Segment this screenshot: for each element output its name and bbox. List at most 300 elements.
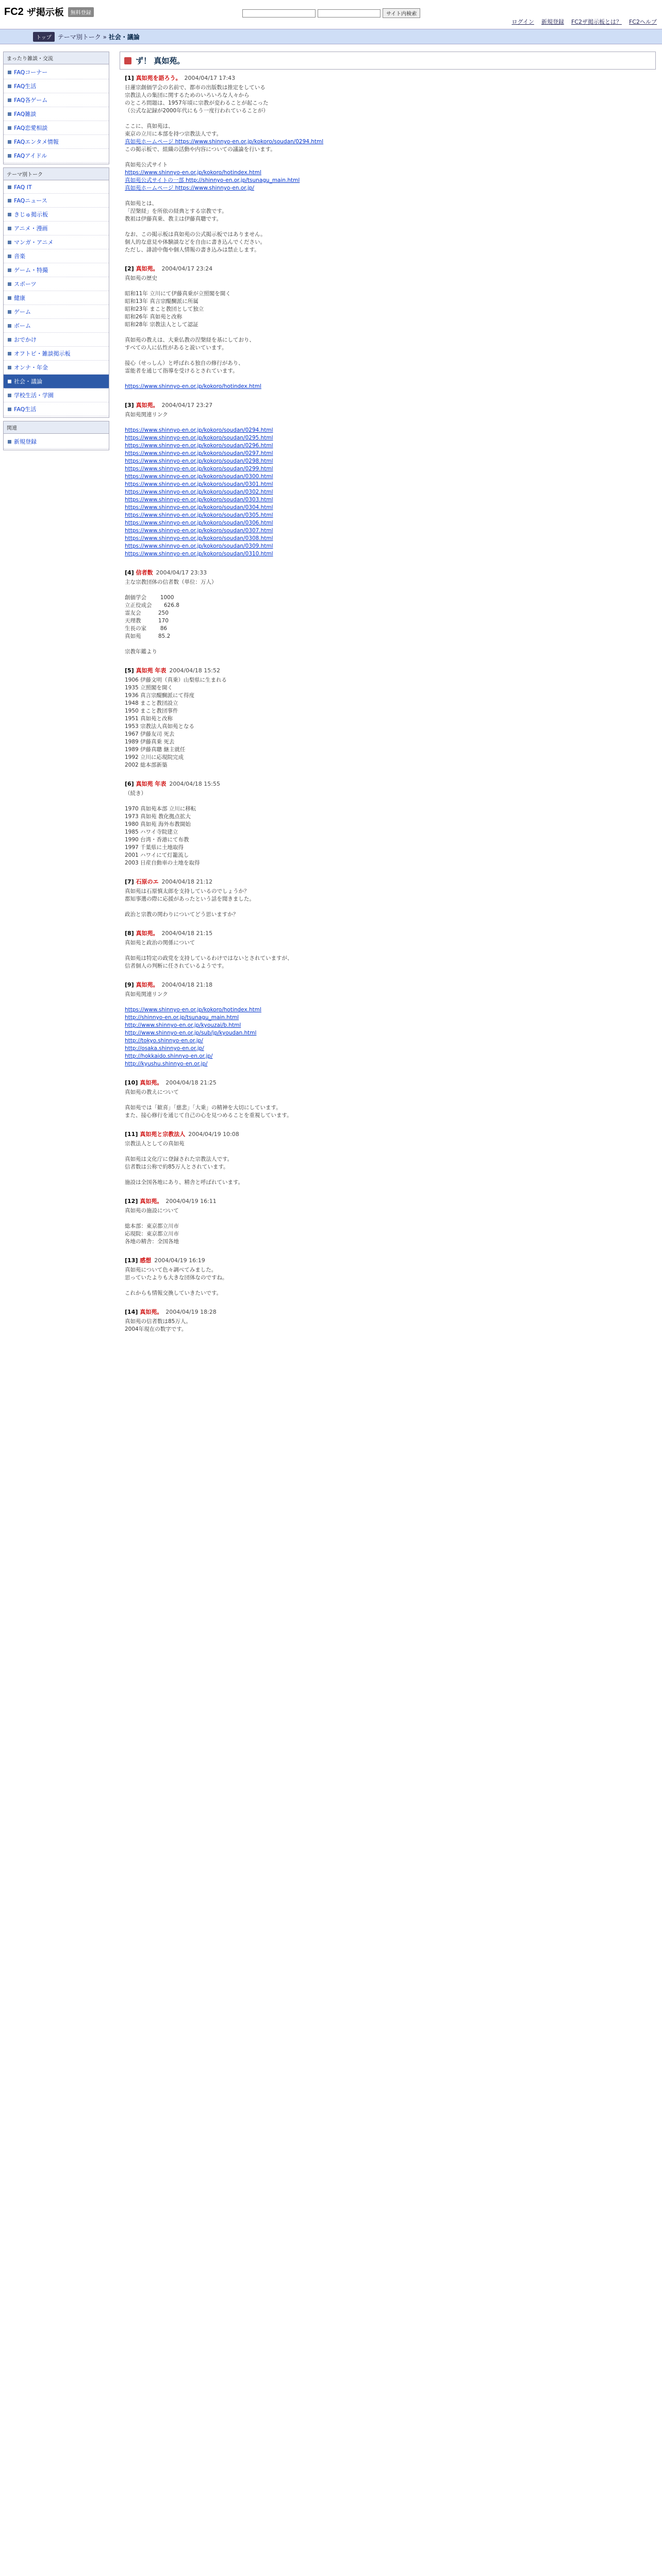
post-line: この掲示板で、組織の活動や内容についての議論を行います。 <box>125 146 276 152</box>
post-number: [4] <box>125 569 136 576</box>
sidebar-item-label[interactable]: おでかけ <box>14 336 37 343</box>
post-header <box>125 980 654 989</box>
bullet-icon <box>8 352 11 355</box>
post-line: 宗教年鑑より <box>125 649 157 655</box>
post-line: 真如苑の歴史 <box>125 275 157 281</box>
post-line: 1948 まこと教団設立 <box>125 700 178 706</box>
post-number: [1] <box>125 75 136 81</box>
post-line: 真如苑と政治の関係について <box>125 940 195 946</box>
post-line: 各地の精舎：全国各地 <box>125 1239 179 1245</box>
breadcrumb-prefix[interactable]: テーマ別トーク » <box>57 33 107 41</box>
post-body <box>125 1140 654 1187</box>
post <box>120 976 656 1074</box>
sidebar-item-label[interactable]: FAQ雑談 <box>14 111 37 117</box>
post-line: 1990 台湾・香港にて布教 <box>125 837 189 843</box>
post-link[interactable]: https://www.shinnyo-en.or.jp/kokoro/hotindex.html <box>125 1007 261 1013</box>
post-line: 真如苑について色々調べてみました。 <box>125 1267 217 1273</box>
sidebar-box-casual <box>3 52 109 164</box>
post-date: 2004/04/19 10:08 <box>188 1131 239 1138</box>
post-line: 1992 立川に応現院完成 <box>125 754 184 760</box>
post-line: 1989 伊藤真聰 継主就任 <box>125 747 186 753</box>
sidebar-item[interactable] <box>4 135 109 149</box>
post-line <box>125 903 654 911</box>
post-date: 2004/04/19 18:28 <box>166 1309 217 1315</box>
sidebar-box-head: まったり雑談・交流 <box>4 52 109 64</box>
home-button[interactable]: トップ <box>33 32 55 42</box>
post-line: 日蓮宗創価学会の名前で、都市の出版数は推定をしている <box>125 84 266 91</box>
post-line <box>125 329 654 336</box>
sidebar-item[interactable] <box>4 435 109 449</box>
sidebar-item[interactable] <box>4 249 109 263</box>
post-line: のところ問題は、1957年頃に宗教が変わることが起こった <box>125 100 269 106</box>
sidebar-item-label[interactable]: FAQ生活 <box>14 83 37 90</box>
bullet-icon <box>8 282 11 286</box>
post-line: 真如苑は石原慎太郎を支持しているのでしょうか？ <box>125 888 250 894</box>
sidebar-item-label[interactable]: きじゅ掲示板 <box>14 211 48 218</box>
post-line: 1953 宗教法人真如苑となる <box>125 723 195 730</box>
bullet-icon <box>8 199 11 202</box>
post-number: [14] <box>125 1309 140 1315</box>
post-title: 真如苑。 <box>136 402 159 409</box>
post-line: 真如苑の信者数は85万人。 <box>125 1318 191 1325</box>
post-number: [12] <box>125 1198 140 1205</box>
post <box>120 1252 656 1303</box>
post-number: [9] <box>125 981 136 988</box>
post <box>120 775 656 873</box>
sidebar-item[interactable] <box>4 121 109 135</box>
sidebar-list <box>4 64 109 164</box>
post-link[interactable]: https://www.shinnyo-en.or.jp/kokoro/soudan/0300.html <box>125 473 273 480</box>
post-line: 総本部：東京都立川市 <box>125 1223 179 1229</box>
post-link[interactable]: 真如苑公式サイトの一部 http://shinnyo-en.or.jp/tsunagu_main.html <box>125 177 300 183</box>
post <box>120 1074 656 1126</box>
nav-login[interactable]: ログイン <box>511 19 534 25</box>
post-number: [6] <box>125 781 136 787</box>
post-header <box>125 1256 654 1264</box>
post-link[interactable]: https://www.shinnyo-en.or.jp/kokoro/hotindex.html <box>125 383 261 389</box>
post-link[interactable]: https://www.shinnyo-en.or.jp/kokoro/soudan/0306.html <box>125 520 273 526</box>
sidebar-item[interactable] <box>4 235 109 249</box>
nav-register[interactable]: 新規登録 <box>541 19 564 25</box>
post-link[interactable]: http://www.shinnyo-en.or.jp/kyouzai/b.html <box>125 1022 241 1028</box>
sidebar <box>3 52 109 453</box>
post-header <box>125 401 654 409</box>
post-line: 思っていたよりも大きな団体なのですね。 <box>125 1275 228 1281</box>
post-line: 信者個人の判断に任されているようです。 <box>125 963 227 969</box>
post-line: ただし、誹謗中傷や個人情報の書き込みは禁止します。 <box>125 247 260 253</box>
logo-fc2: FC2 <box>4 6 24 18</box>
post-line: 主な宗教団体の信者数（単位：万人） <box>125 579 217 585</box>
post-header <box>125 1078 654 1087</box>
post <box>120 662 656 775</box>
post-line: 宗教法人としての真如苑 <box>125 1141 185 1147</box>
sidebar-list <box>4 434 109 450</box>
bullet-icon <box>8 310 11 314</box>
sidebar-item-label[interactable]: FAQコーナー <box>14 69 48 76</box>
post-title: 真如苑 年表 <box>136 667 167 674</box>
post-header <box>125 1308 654 1316</box>
sidebar-item-label[interactable]: オンナ・年金 <box>14 364 48 371</box>
post-line <box>125 282 654 290</box>
post-line: 真如苑の施設について <box>125 1208 179 1214</box>
sidebar-item[interactable] <box>4 263 109 277</box>
post-header <box>125 877 654 886</box>
bullet-icon <box>8 84 11 88</box>
post-line <box>125 115 654 123</box>
post-line <box>125 419 654 427</box>
post-link[interactable]: https://www.shinnyo-en.or.jp/kokoro/hotindex.html <box>125 170 261 176</box>
sidebar-item[interactable] <box>4 388 109 402</box>
post <box>120 1303 656 1340</box>
post-line <box>125 1096 654 1104</box>
bullet-icon <box>8 154 11 158</box>
post-title: 真如苑。 <box>136 930 159 937</box>
bullet-icon <box>8 185 11 189</box>
sidebar-item-label[interactable]: 新規登録 <box>14 438 37 445</box>
post-line: 真如苑では「歓喜」「慈悲」「大乗」の精神を大切にしています。 <box>125 1105 282 1111</box>
post-line: 応現院：東京都立川市 <box>125 1231 179 1237</box>
bullet-icon <box>8 255 11 258</box>
post-line: 1980 真如苑 海外布教開始 <box>125 821 191 827</box>
board-title-bar <box>120 52 656 70</box>
post-link[interactable]: https://www.shinnyo-en.or.jp/kokoro/soudan/0299.html <box>125 466 273 472</box>
post-link[interactable]: https://www.shinnyo-en.or.jp/kokoro/soudan/0298.html <box>125 458 273 464</box>
sidebar-item-label[interactable]: スポーツ <box>14 281 37 287</box>
board-title: ず！ 真如苑。 <box>136 56 185 65</box>
post-link[interactable]: https://www.shinnyo-en.or.jp/kokoro/soudan/0308.html <box>125 535 273 541</box>
bullet-icon <box>8 98 11 102</box>
post-line: 天理教 170 <box>125 618 169 624</box>
post-date: 2004/04/18 21:18 <box>161 981 213 988</box>
post-date: 2004/04/17 23:33 <box>156 569 207 576</box>
sidebar-item-label[interactable]: ゲーム <box>14 309 31 315</box>
sidebar-item-label[interactable]: 健康 <box>14 295 25 301</box>
breadcrumb <box>0 29 662 44</box>
sidebar-item-label[interactable]: 社会・議論 <box>14 378 42 385</box>
main-content <box>120 52 656 1340</box>
post-body <box>125 411 654 558</box>
post-line: 真如苑は特定の政党を支持しているわけではないとされていますが、 <box>125 955 293 961</box>
post-line <box>125 1282 654 1290</box>
sidebar-item-label[interactable]: 学校生活・学園 <box>14 392 54 399</box>
post-line: 東京の立川に本部を持つ宗教法人です。 <box>125 131 222 137</box>
post-link[interactable]: https://www.shinnyo-en.or.jp/kokoro/soudan/0303.html <box>125 497 273 503</box>
post <box>120 925 656 976</box>
bullet-icon <box>8 380 11 383</box>
post-line: 信者数は公称で約85万人とされています。 <box>125 1164 229 1170</box>
post-title: 真如苑。 <box>140 1079 163 1086</box>
post <box>120 1126 656 1193</box>
post-link[interactable]: https://www.shinnyo-en.or.jp/kokoro/soudan/0302.html <box>125 489 273 495</box>
post-line: 真如苑 85.2 <box>125 633 171 639</box>
sidebar-box-related <box>3 421 109 450</box>
register-badge[interactable]: 無料登録 <box>68 7 94 17</box>
bullet-icon <box>8 366 11 369</box>
post-line: 1967 伊藤友司 死去 <box>125 731 175 737</box>
sidebar-box-head: テーマ別トーク <box>4 168 109 180</box>
sidebar-item-label[interactable]: FAQ生活 <box>14 406 37 413</box>
post-line <box>125 1171 654 1179</box>
post-title: 真如苑。 <box>136 265 159 272</box>
post-link[interactable]: https://www.shinnyo-en.or.jp/kokoro/soudan/0307.html <box>125 528 273 534</box>
post-line: 1950 まこと教団事件 <box>125 708 178 714</box>
bullet-icon <box>8 140 11 144</box>
sidebar-item[interactable] <box>4 319 109 333</box>
post-line <box>125 375 654 383</box>
post-link[interactable]: http://kyushu.shinnyo-en.or.jp/ <box>125 1061 208 1067</box>
post-line <box>125 947 654 955</box>
site-header <box>0 0 662 29</box>
post-line: 昭和11年 立川にて伊藤真乗が立照閣を開く <box>125 291 231 297</box>
nav-help[interactable]: FC2ヘルプ <box>628 19 657 25</box>
post-line: 1935 立照閣を開く <box>125 685 173 691</box>
post-date: 2004/04/17 23:27 <box>161 402 213 409</box>
site-search <box>242 8 420 18</box>
post-body <box>125 1089 654 1120</box>
sidebar-item[interactable] <box>4 291 109 305</box>
bullet-icon <box>8 71 11 74</box>
post-title: 真如苑。 <box>140 1198 163 1205</box>
post-line: 真如苑の教えについて <box>125 1089 179 1095</box>
post-header <box>125 1197 654 1205</box>
sidebar-item-label[interactable]: FAQエンタメ情報 <box>14 139 59 145</box>
post-line: 1951 真如苑と改称 <box>125 716 173 722</box>
post-header <box>125 264 654 273</box>
sidebar-item[interactable] <box>4 107 109 121</box>
post-line: 昭和28年 宗教法人として認証 <box>125 321 198 328</box>
post <box>120 397 656 564</box>
post-number: [10] <box>125 1079 140 1086</box>
search-input-secondary[interactable] <box>318 9 380 18</box>
post-link[interactable]: https://www.shinnyo-en.or.jp/kokoro/soudan/0304.html <box>125 504 273 511</box>
sidebar-item[interactable] <box>4 79 109 93</box>
post-header <box>125 1130 654 1138</box>
post-line: 2001 ハワイにて灯籠流し <box>125 852 189 858</box>
post-line: （続き） <box>125 790 146 796</box>
post-link[interactable]: http://hokkaido.shinnyo-en.or.jp/ <box>125 1053 213 1059</box>
post-body <box>125 888 654 919</box>
bullet-icon <box>8 408 11 411</box>
post-line <box>125 1215 654 1223</box>
sidebar-item-label[interactable]: FAQアイドル <box>14 152 47 159</box>
post-line: 政治と宗教の関わりについてどう思いますか？ <box>125 911 239 918</box>
post-body <box>125 991 654 1068</box>
post-line: 創価学会 1000 <box>125 595 174 601</box>
breadcrumb-current: 社会・議論 <box>108 33 140 41</box>
sidebar-box-themes <box>3 167 109 418</box>
post-title: 真如苑と宗教法人 <box>140 1131 186 1138</box>
post-link[interactable]: https://www.shinnyo-en.or.jp/kokoro/soudan/0295.html <box>125 435 273 441</box>
post-line: 昭和23年 まこと教団として独立 <box>125 306 204 312</box>
search-input[interactable] <box>242 9 316 18</box>
sidebar-item-label[interactable]: アニメ・漫画 <box>14 225 48 232</box>
bullet-icon <box>8 126 11 130</box>
sidebar-item[interactable] <box>4 181 109 194</box>
post-line: これからも情報交換していきたいです。 <box>125 1290 222 1296</box>
post-date: 2004/04/18 21:15 <box>161 930 213 937</box>
post-line: 真如苑の教えは、大乗仏教の涅槃経を基にしており、 <box>125 337 255 343</box>
post-title: 真如苑。 <box>136 981 159 988</box>
sidebar-item[interactable] <box>4 402 109 416</box>
post-title: 感想 <box>140 1257 152 1264</box>
sidebar-item[interactable] <box>4 375 109 388</box>
post-body <box>125 275 654 391</box>
post-link[interactable]: http://shinnyo-en.or.jp/tsunagu_main.html <box>125 1014 239 1021</box>
post-number: [11] <box>125 1131 140 1138</box>
post <box>120 564 656 662</box>
sidebar-item[interactable] <box>4 361 109 375</box>
post-date: 2004/04/18 21:12 <box>161 878 213 885</box>
post-line: なお、この掲示板は真如苑の公式掲示板ではありません。 <box>125 231 266 238</box>
post-link[interactable]: https://www.shinnyo-en.or.jp/kokoro/soudan/0305.html <box>125 512 273 518</box>
post-line: 真如苑とは、 <box>125 200 157 207</box>
post-line: 1906 伊藤文明（真乗）山梨県に生まれる <box>125 677 227 683</box>
bullet-icon <box>8 112 11 116</box>
post-line: 2002 総本部新築 <box>125 762 168 768</box>
post-date: 2004/04/18 21:25 <box>166 1079 217 1086</box>
bullet-icon <box>8 324 11 328</box>
post-line: 1936 真言宗醍醐派にて得度 <box>125 692 195 699</box>
sidebar-item[interactable] <box>4 333 109 347</box>
post-line: 1985 ハワイ寺院建立 <box>125 829 178 835</box>
sidebar-item-label[interactable]: 音楽 <box>14 253 25 260</box>
post-link[interactable]: http://osaka.shinnyo-en.or.jp/ <box>125 1045 204 1052</box>
post-header <box>125 779 654 788</box>
sidebar-item[interactable] <box>4 149 109 163</box>
post-link[interactable]: http://www.shinnyo-en.or.jp/sub/jp/kyoudan.html <box>125 1030 257 1036</box>
post-date: 2004/04/19 16:11 <box>166 1198 217 1205</box>
sidebar-item[interactable] <box>4 347 109 361</box>
post-line: 施設は全国各地にあり、精舎と呼ばれています。 <box>125 1179 244 1185</box>
bullet-icon <box>8 338 11 342</box>
bullet-icon <box>8 213 11 216</box>
breadcrumb-path <box>58 32 140 41</box>
sidebar-item[interactable] <box>4 305 109 319</box>
post-line: 1970 真如苑本部 立川に移転 <box>125 806 196 812</box>
post-link[interactable]: https://www.shinnyo-en.or.jp/kokoro/soudan/0296.html <box>125 443 273 449</box>
post-body <box>125 579 654 656</box>
sidebar-item[interactable] <box>4 93 109 107</box>
post-line: （公式な記録が2000年代にもう一度行われていることが） <box>125 108 269 114</box>
sidebar-item-label[interactable]: マンガ・アニメ <box>14 239 54 246</box>
post-line <box>125 998 654 1006</box>
sidebar-item-label[interactable]: ゲーム・特撮 <box>14 267 48 274</box>
bullet-icon <box>8 296 11 300</box>
post-line: 1997 千葉県に土地取得 <box>125 844 184 851</box>
post-body <box>125 676 654 769</box>
logo-brand: ザ掲示板 <box>26 7 64 18</box>
post-body <box>125 790 654 867</box>
post-number: [8] <box>125 930 136 937</box>
post-line: また、接心修行を通じて自己の心を見つめることを重視しています。 <box>125 1112 292 1118</box>
post <box>120 1193 656 1252</box>
sidebar-item[interactable] <box>4 277 109 291</box>
post-date: 2004/04/17 17:43 <box>184 75 236 81</box>
post-line: 教祖は伊藤真乗、教主は伊藤真聰です。 <box>125 216 222 222</box>
sidebar-item[interactable] <box>4 194 109 208</box>
site-logo[interactable] <box>4 5 94 19</box>
post-body <box>125 84 654 254</box>
post-line: 宗教法人の集団に関するためのいろいろな人々から <box>125 92 250 98</box>
post-header <box>125 74 654 82</box>
nav-about[interactable]: FC2ザ掲示板とは？ <box>571 19 622 25</box>
sidebar-item-label[interactable]: FAQニュース <box>14 197 47 204</box>
bullet-icon <box>8 394 11 397</box>
post-line: 霊能者を通じて指導を受けるとされています。 <box>125 368 238 374</box>
post-line: 1989 伊藤真乗 死去 <box>125 739 175 745</box>
post-line: 1973 真如苑 教化拠点拡大 <box>125 814 191 820</box>
post-line: 真如苑は文化庁に登録された宗教法人です。 <box>125 1156 233 1162</box>
post-line: 個人的な意見や体験談などを自由に書き込んでください。 <box>125 239 266 245</box>
board-icon <box>124 57 131 64</box>
sidebar-item-label[interactable]: オフトピ・雑談掲示板 <box>14 350 71 357</box>
sidebar-box-head: 関連 <box>4 421 109 434</box>
post-line: 接心（せっしん）と呼ばれる独自の修行があり、 <box>125 360 244 366</box>
post-number: [7] <box>125 878 136 885</box>
post-line <box>125 798 654 805</box>
post-line <box>125 640 654 648</box>
post-number: [2] <box>125 265 136 272</box>
post-link[interactable]: https://www.shinnyo-en.or.jp/kokoro/soudan/0301.html <box>125 481 273 487</box>
post-line: 真如苑関連リンク <box>125 991 168 997</box>
post-link[interactable]: 真如苑ホームページ https://www.shinnyo-en.or.jp/ <box>125 185 255 191</box>
post-line <box>125 192 654 200</box>
post-link[interactable]: https://www.shinnyo-en.or.jp/kokoro/soudan/0310.html <box>125 551 273 557</box>
sidebar-item-label[interactable]: FAQ恋愛相談 <box>14 125 48 131</box>
post-title: 真如苑。 <box>140 1309 163 1315</box>
post-link[interactable]: 真如苑ホームページ https://www.shinnyo-en.or.jp/kokoro/soudan/0294.html <box>125 139 324 145</box>
post-line: 真如苑関連リンク <box>125 412 168 418</box>
sidebar-item[interactable] <box>4 208 109 222</box>
post-date: 2004/04/18 15:52 <box>169 667 220 674</box>
bullet-icon <box>8 241 11 244</box>
post-line: 立正佼成会 626.8 <box>125 602 179 608</box>
top-nav <box>512 18 657 26</box>
post-number: [3] <box>125 402 136 409</box>
post-line: 2004年現在の数字です。 <box>125 1326 187 1332</box>
sidebar-item-label[interactable]: ボーム <box>14 323 31 329</box>
post-date: 2004/04/19 16:19 <box>154 1257 205 1264</box>
bullet-icon <box>8 268 11 272</box>
post-line: 霊友会 250 <box>125 610 169 616</box>
post-line: 昭和13年 真言宗醍醐派に所属 <box>125 298 198 304</box>
post-body <box>125 1207 654 1246</box>
post-link[interactable]: https://www.shinnyo-en.or.jp/kokoro/soudan/0294.html <box>125 427 273 433</box>
post <box>120 260 656 397</box>
post-line <box>125 1148 654 1156</box>
post <box>120 70 656 260</box>
post-number: [5] <box>125 667 136 674</box>
post <box>120 873 656 925</box>
sidebar-item-label[interactable]: FAQ各ゲーム <box>14 97 48 104</box>
sidebar-item-label[interactable]: FAQ IT <box>14 184 32 191</box>
post-body <box>125 939 654 970</box>
post-line: 真如苑公式サイト <box>125 162 168 168</box>
post-link[interactable]: http://tokyo.shinnyo-en.or.jp/ <box>125 1038 203 1044</box>
post-line <box>125 223 654 231</box>
sidebar-item[interactable] <box>4 65 109 79</box>
sidebar-item[interactable] <box>4 222 109 235</box>
sidebar-list <box>4 180 109 417</box>
post-date: 2004/04/18 15:55 <box>169 781 220 787</box>
post-link[interactable]: https://www.shinnyo-en.or.jp/kokoro/soudan/0309.html <box>125 543 273 549</box>
post-link[interactable]: https://www.shinnyo-en.or.jp/kokoro/soudan/0297.html <box>125 450 273 456</box>
post-title: 真如苑 年表 <box>136 781 167 787</box>
post-title: 石原のエ <box>136 878 159 885</box>
site-search-button[interactable]: サイト内検索 <box>383 8 420 18</box>
post-line: 生長の家 86 <box>125 625 168 632</box>
post-header <box>125 666 654 674</box>
